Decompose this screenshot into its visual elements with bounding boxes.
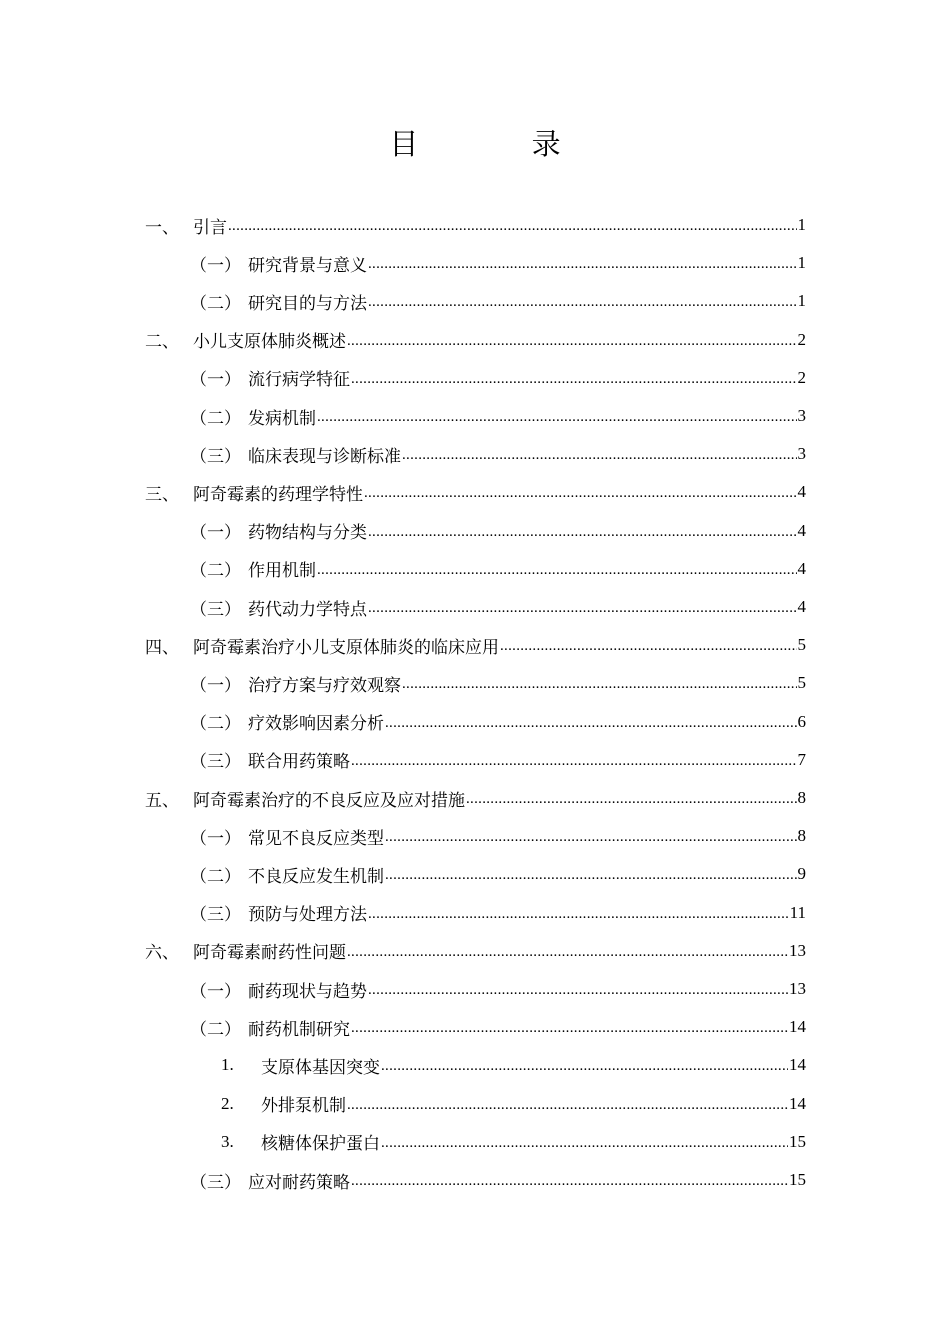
- toc-dot-leader: [351, 1170, 788, 1190]
- toc-entry-number: （一）: [190, 523, 241, 544]
- toc-entry-number: （一）: [190, 370, 241, 391]
- toc-dot-leader: [385, 864, 797, 884]
- toc-entry-label: 不良反应发生机制: [248, 866, 384, 887]
- toc-entry-label: 阿奇霉素治疗小儿支原体肺炎的临床应用: [193, 637, 499, 658]
- toc-entry-page-number: 15: [789, 1131, 806, 1151]
- toc-entry[interactable]: [190, 855, 806, 893]
- toc-entry-number: （一）: [190, 255, 241, 276]
- toc-entry-page-number: 3: [797, 406, 806, 425]
- toc-entry-page-number: 15: [789, 1170, 806, 1189]
- toc-entry-label: 联合用药策略: [248, 752, 350, 773]
- toc-entry-page-number: 4: [797, 558, 806, 578]
- toc-entry-number: （一）: [190, 981, 241, 1002]
- toc-entry-page-number: 2: [797, 367, 806, 387]
- toc-entry-page-number: 14: [789, 1093, 806, 1113]
- toc-dot-leader: [347, 1094, 788, 1114]
- toc-entry[interactable]: [190, 512, 806, 550]
- toc-entry-label: 核糖体保护蛋白: [261, 1134, 380, 1155]
- toc-dot-leader: [368, 291, 797, 311]
- toc-entry-number: 二、: [145, 332, 179, 353]
- toc-entry[interactable]: [190, 817, 806, 855]
- toc-entry-label: 疗效影响因素分析: [248, 714, 384, 735]
- toc-entry-number: （一）: [190, 675, 241, 696]
- toc-entry-number: （二）: [190, 1019, 241, 1040]
- toc-entry[interactable]: [145, 779, 806, 817]
- toc-dot-leader: [381, 1055, 788, 1075]
- toc-entry-page-number: 1: [797, 215, 806, 234]
- toc-entry-page-number: 8: [797, 788, 806, 807]
- toc-entry[interactable]: [190, 1161, 806, 1199]
- toc-entry-label: 临床表现与诊断标准: [248, 446, 401, 467]
- toc-entry-number: 3.: [221, 1131, 234, 1151]
- toc-entry-number: （三）: [190, 752, 241, 773]
- toc-entry-label: 发病机制: [248, 408, 316, 429]
- toc-dot-leader: [364, 482, 797, 502]
- toc-entry-page-number: 5: [797, 673, 806, 693]
- toc-entry[interactable]: [190, 435, 806, 473]
- toc-entry-number: （二）: [190, 561, 241, 582]
- toc-entry[interactable]: [221, 1046, 806, 1084]
- toc-entry-label: 耐药现状与趋势: [248, 981, 367, 1002]
- toc-entry-number: （三）: [190, 905, 241, 926]
- toc-entry-number: （二）: [190, 866, 241, 887]
- toc-entry-label: 外排泵机制: [261, 1096, 346, 1117]
- toc-entry-label: 阿奇霉素的药理学特性: [193, 484, 363, 505]
- toc-entry-page-number: 14: [789, 1055, 806, 1075]
- toc-dot-leader: [466, 788, 797, 808]
- toc-entry-label: 研究背景与意义: [248, 255, 367, 276]
- toc-entry-label: 药代动力学特点: [248, 599, 367, 620]
- toc-entry-label: 流行病学特征: [248, 370, 350, 391]
- toc-entry-number: （三）: [190, 446, 241, 467]
- toc-dot-leader: [368, 597, 797, 617]
- toc-entry[interactable]: [190, 741, 806, 779]
- toc-entry-page-number: 13: [789, 979, 806, 998]
- toc-entry[interactable]: [190, 282, 806, 320]
- toc-entry-page-number: 6: [797, 711, 806, 731]
- toc-dot-leader: [402, 673, 797, 693]
- toc-dot-leader: [402, 444, 797, 464]
- toc-dot-leader: [347, 941, 788, 961]
- toc-entry[interactable]: [190, 244, 806, 282]
- toc-entry-page-number: 1: [797, 253, 806, 273]
- toc-entry-label: 常见不良反应类型: [248, 828, 384, 849]
- toc-entry[interactable]: [190, 550, 806, 588]
- toc-entry[interactable]: [221, 1123, 806, 1161]
- toc-dot-leader: [500, 635, 797, 655]
- toc-entry[interactable]: [145, 206, 806, 244]
- toc-entry-label: 耐药机制研究: [248, 1019, 350, 1040]
- toc-entry-page-number: 14: [789, 1017, 806, 1037]
- toc-entry-label: 阿奇霉素耐药性问题: [193, 943, 346, 964]
- toc-entry-label: 药物结构与分类: [248, 523, 367, 544]
- toc-entry-label: 研究目的与方法: [248, 293, 367, 314]
- toc-entry[interactable]: [190, 359, 806, 397]
- toc-dot-leader: [317, 406, 797, 426]
- toc-dot-leader: [368, 903, 789, 923]
- toc-dot-leader: [351, 750, 797, 770]
- toc-entry-label: 小儿支原体肺炎概述: [193, 332, 346, 353]
- toc-entry-number: 五、: [145, 790, 179, 811]
- toc-entry-number: （三）: [190, 599, 241, 620]
- toc-dot-leader: [368, 979, 788, 999]
- toc-entry[interactable]: [190, 1008, 806, 1046]
- toc-entry-label: 引言: [193, 217, 227, 238]
- toc-entry-page-number: 11: [789, 902, 806, 922]
- toc-dot-leader: [368, 253, 797, 273]
- toc-dot-leader: [228, 215, 797, 235]
- toc-entry[interactable]: [190, 703, 806, 741]
- toc-entry-label: 预防与处理方法: [248, 905, 367, 926]
- toc-entry-number: （二）: [190, 293, 241, 314]
- toc-entry-page-number: 4: [797, 520, 806, 540]
- toc-entry-number: （二）: [190, 714, 241, 735]
- toc-entry-page-number: 8: [797, 826, 806, 846]
- toc-entry[interactable]: [190, 397, 806, 435]
- toc-entry-label: 应对耐药策略: [248, 1172, 350, 1193]
- toc-entry-page-number: 1: [797, 291, 806, 311]
- toc-entry-page-number: 4: [797, 597, 806, 616]
- toc-dot-leader: [368, 521, 797, 541]
- toc-entry[interactable]: [190, 894, 806, 932]
- toc-dot-leader: [385, 826, 797, 846]
- toc-entry-number: （二）: [190, 408, 241, 429]
- toc-entry-number: （一）: [190, 828, 241, 849]
- toc-entry-page-number: 13: [789, 940, 806, 960]
- toc-entry-page-number: 3: [797, 444, 806, 464]
- toc-entry[interactable]: [145, 473, 806, 511]
- toc-entry-number: 四、: [145, 637, 179, 658]
- toc-dot-leader: [351, 1017, 788, 1037]
- toc-entry-number: 2.: [221, 1093, 234, 1113]
- toc-entry[interactable]: [190, 588, 806, 626]
- toc-entry-label: 作用机制: [248, 561, 316, 582]
- toc-entry-page-number: 5: [797, 635, 806, 655]
- toc-dot-leader: [347, 330, 797, 350]
- toc-entry-number: 一、: [145, 217, 179, 238]
- toc-entry-label: 支原体基因突变: [261, 1057, 380, 1078]
- toc-dot-leader: [351, 368, 797, 388]
- toc-entry-page-number: 7: [797, 749, 806, 769]
- toc-dot-leader: [381, 1132, 788, 1152]
- toc-entry[interactable]: [190, 970, 806, 1008]
- toc-entry-page-number: 2: [797, 329, 806, 349]
- toc-dot-leader: [385, 712, 797, 732]
- toc-entry-number: （三）: [190, 1172, 241, 1193]
- toc-entry-page-number: 4: [797, 482, 806, 502]
- toc-entry-number: 三、: [145, 484, 179, 505]
- toc-entry[interactable]: [190, 664, 806, 702]
- toc-entry-label: 阿奇霉素治疗的不良反应及应对措施: [193, 790, 465, 811]
- toc-entry[interactable]: [145, 321, 806, 359]
- toc-entry-label: 治疗方案与疗效观察: [248, 675, 401, 696]
- toc-entry[interactable]: [221, 1085, 806, 1123]
- toc-entry[interactable]: [145, 626, 806, 664]
- toc-entry-page-number: 9: [797, 864, 806, 884]
- toc-dot-leader: [317, 559, 797, 579]
- toc-entry-number: 1.: [221, 1055, 234, 1075]
- page-title: 目 录: [389, 127, 613, 161]
- toc-entry[interactable]: [145, 932, 806, 970]
- toc-entry-number: 六、: [145, 943, 179, 964]
